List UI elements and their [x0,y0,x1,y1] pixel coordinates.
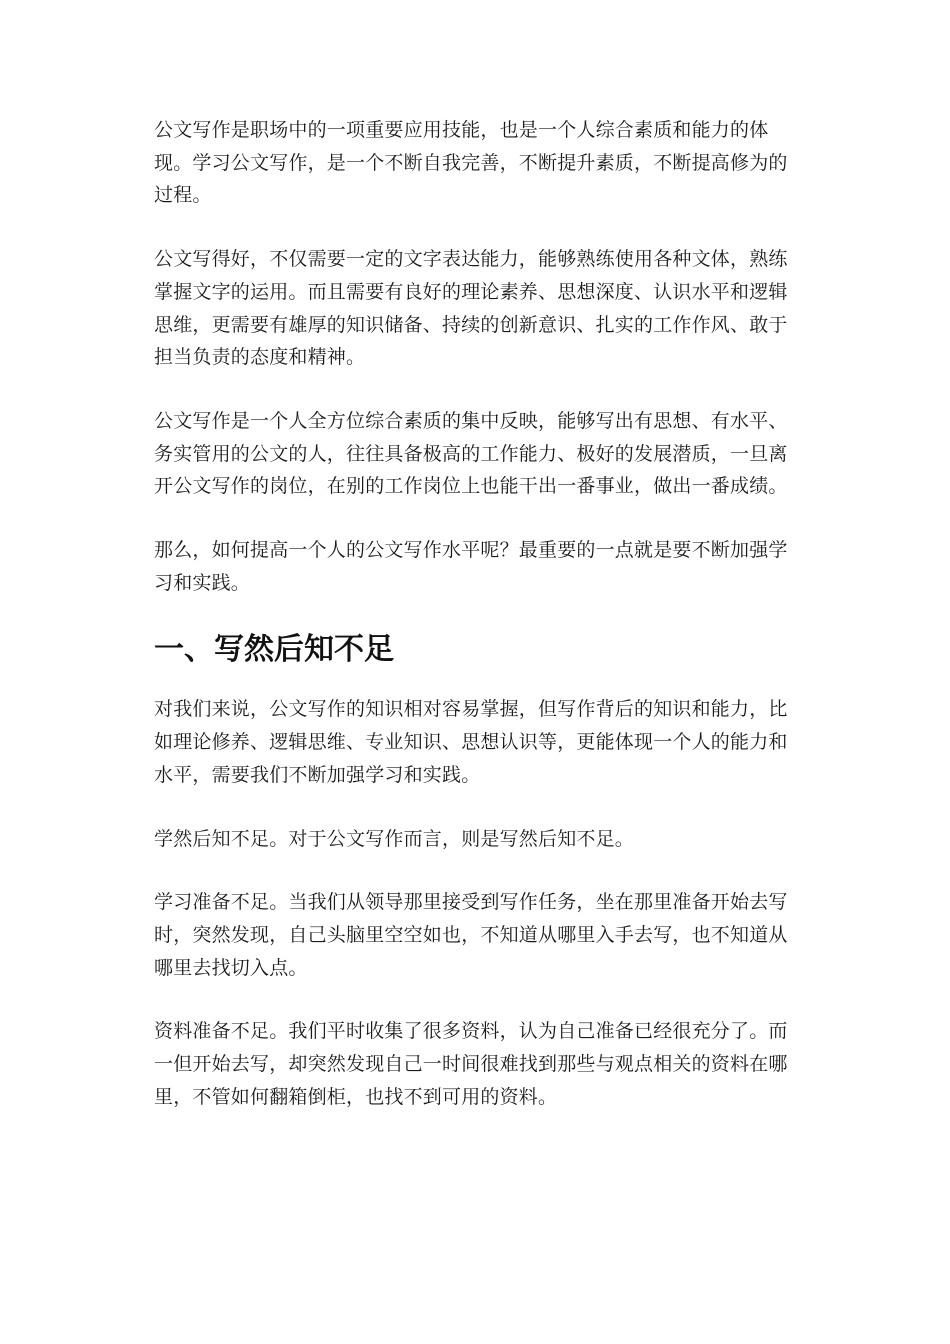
intro-paragraph-2: 公文写得好，不仅需要一定的文字表达能力，能够熟练使用各种文体，熟练掌握文字的运用。而且需要有良好的理论素养、思想深度、认识水平和逻辑思维，更需要有雄厚的知识储备、持续的创新意识、扎实的工作作风、敢于担当负责的态度和精神。 [154,248,788,369]
intro-paragraph-1: 公文写作是职场中的一项重要应用技能，也是一个人综合素质和能力的体现。学习公文写作，是一个不断自我完善，不断提升素质，不断提高修为的过程。 [154,119,788,207]
intro-paragraph-3: 公文写作是一个人全方位综合素质的集中反映，能够写出有思想、有水平、务实管用的公文的人，往往具备极高的工作能力、极好的发展潜质，一旦离开公文写作的岗位，在别的工作岗位上也能干出一番事业，做出一番成绩。 [154,409,788,498]
section-paragraph-3: 学习准备不足。当我们从领导那里接受到写作任务，坐在那里准备开始去写时，突然发现，自己头脑里空空如也，不知道从哪里入手去写，也不知道从哪里去找切入点。 [154,891,788,979]
intro-paragraph-4: 那么，如何提高一个人的公文写作水平呢？最重要的一点就是要不断加强学习和实践。 [154,539,788,594]
section-paragraph-1: 对我们来说，公文写作的知识相对容易掌握，但写作背后的知识和能力，比如理论修养、逻辑思维、专业知识、思想认识等，更能体现一个人的能力和水平，需要我们不断加强学习和实践。 [154,698,788,786]
section-heading: 一、写然后知不足 [154,632,394,668]
document-page [154,114,802,1144]
section-paragraph-2: 学然后知不足。对于公文写作而言，则是写然后知不足。 [154,827,635,850]
section-paragraph-4: 资料准备不足。我们平时收集了很多资料，认为自己准备已经很充分了。而一但开始去写，却突然发现自己一时间很难找到那些与观点相关的资料在哪里，不管如何翻箱倒柜，也找不到可用的资料。 [154,1020,788,1108]
